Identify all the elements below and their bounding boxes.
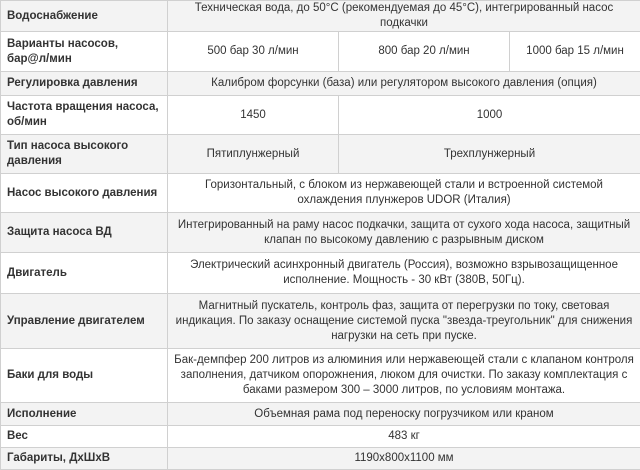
row-label-weight: Вес	[1, 426, 168, 448]
table-row	[1, 135, 640, 174]
table-row	[1, 96, 640, 135]
row-label-water-supply: Водоснабжение	[1, 1, 168, 32]
table-row	[1, 253, 640, 294]
row-label-engine-control: Управление двигателем	[1, 294, 168, 349]
table-row	[1, 294, 640, 349]
row-label-rotation-speed: Частота вращения насоса, об/мин	[1, 96, 168, 135]
engine-value: Электрический асинхронный двигатель (Россия), возможно взрывозащищенное исполнение. Мощность - 30 кВт (380В, 50Гц).	[168, 253, 640, 294]
rotation-speed-1000: 1000	[339, 96, 640, 135]
pump-variant-800: 800 бар 20 л/мин	[339, 32, 510, 72]
table-row	[1, 1, 640, 32]
row-label-design: Исполнение	[1, 403, 168, 426]
pump-protection-value: Интегрированный на раму насос подкачки, защита от сухого хода насоса, защитный клапан по высокому давлению с разрывным диском	[168, 213, 640, 253]
table-row	[1, 426, 640, 448]
row-label-engine: Двигатель	[1, 253, 168, 294]
water-tanks-value: Бак-демпфер 200 литров из алюминия или нержавеющей стали с клапаном контроля заполнения, датчиком опорожнения, люком для очистки. По заказу комплектация с баками размером 300 – 3000 литров, по условиям монтажа.	[168, 349, 640, 403]
pump-type-three-plunger: Трехплунжерный	[339, 135, 640, 174]
table-row	[1, 403, 640, 426]
row-label-water-tanks: Баки для воды	[1, 349, 168, 403]
dimensions-value: 1190х800х1100 мм	[168, 448, 640, 470]
pressure-regulation-value: Калибром форсунки (база) или регулятором высокого давления (опция)	[168, 72, 640, 96]
row-label-pump-protection: Защита насоса ВД	[1, 213, 168, 253]
pump-type-five-plunger: Пятиплунжерный	[168, 135, 339, 174]
high-pressure-pump-value: Горизонтальный, с блоком из нержавеющей стали и встроенной системой охлаждения плунжеров UDOR (Италия)	[168, 174, 640, 213]
row-label-high-pressure-pump: Насос высокого давления	[1, 174, 168, 213]
row-label-pump-variants: Варианты насосов, бар@л/мин	[1, 32, 168, 72]
design-value: Объемная рама под переноску погрузчиком или краном	[168, 403, 640, 426]
row-label-pressure-regulation: Регулировка давления	[1, 72, 168, 96]
weight-value: 483 кг	[168, 426, 640, 448]
table-row	[1, 72, 640, 96]
table-row	[1, 174, 640, 213]
water-supply-value: Техническая вода, до 50°С (рекомендуемая до 45°С), интегрированный насос подкачки	[168, 1, 640, 32]
row-label-pump-type: Тип насоса высокого давления	[1, 135, 168, 174]
engine-control-value: Магнитный пускатель, контроль фаз, защита от перегрузки по току, световая индикация. По заказу оснащение системой пуска "звезда-треугольник" для снижения нагрузки на сеть при пуске.	[168, 294, 640, 349]
row-label-dimensions: Габариты, ДхШхВ	[1, 448, 168, 470]
table-row	[1, 448, 640, 470]
rotation-speed-1450: 1450	[168, 96, 339, 135]
pump-variant-1000: 1000 бар 15 л/мин	[510, 32, 640, 72]
table-row	[1, 213, 640, 253]
table-row	[1, 349, 640, 403]
table-row	[1, 32, 640, 72]
pump-variant-500: 500 бар 30 л/мин	[168, 32, 339, 72]
